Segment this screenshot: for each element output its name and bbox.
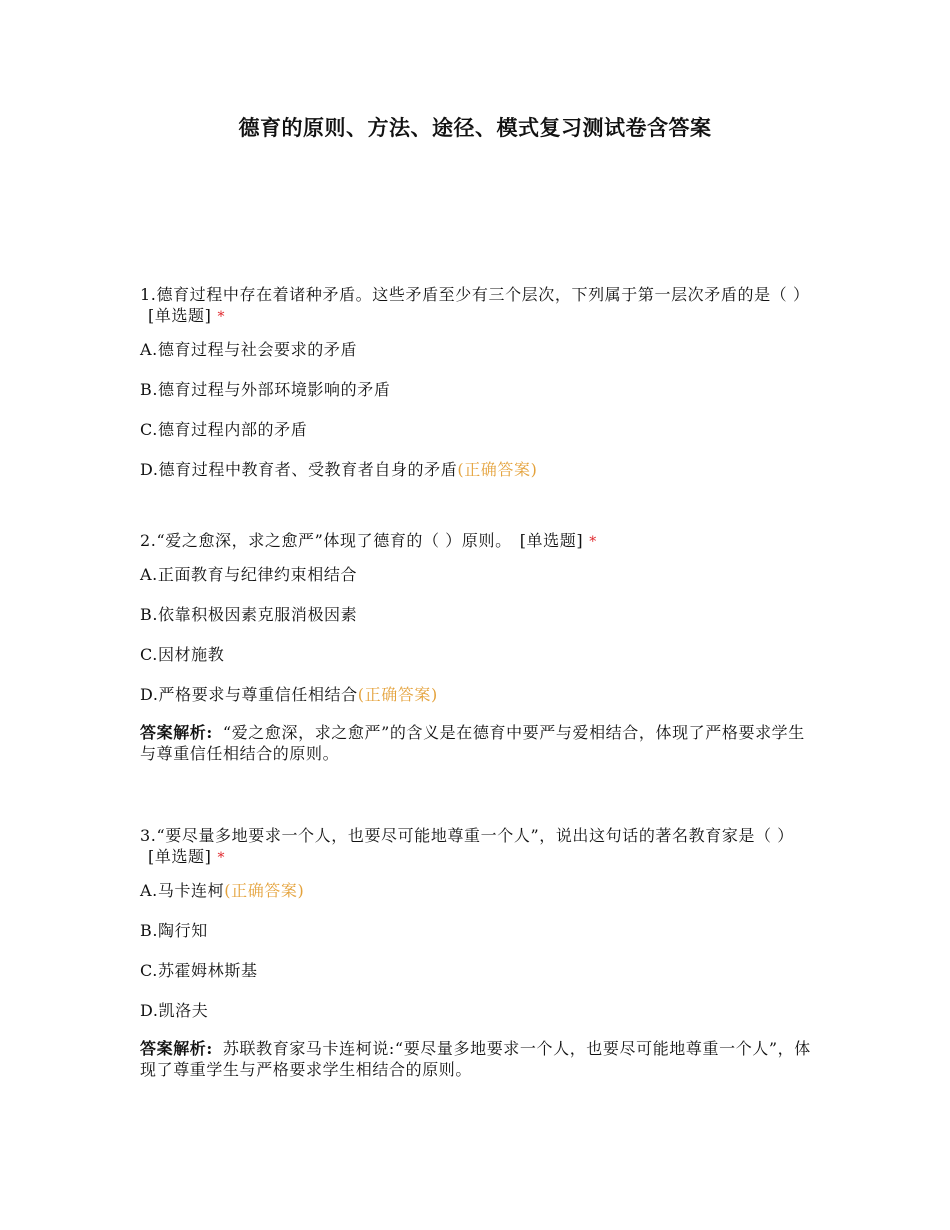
question-stem — [140, 530, 812, 553]
question-type: [单选题] — [148, 847, 212, 866]
required-star: * — [217, 309, 226, 325]
answer-analysis — [140, 722, 812, 764]
analysis-label: 答案解析: — [140, 1039, 213, 1058]
question-text: 3.“要尽量多地要求一个人，也要尽可能地尊重一个人”，说出这句话的著名教育家是（ ） — [140, 826, 794, 845]
page-title: 德育的原则、方法、途径、模式复习测试卷含答案 — [238, 115, 712, 140]
analysis-text: 苏联教育家马卡连柯说:“要尽量多地要求一个人，也要尽可能地尊重一个人”，体现了尊重学生与严格要求学生相结合的原则。 — [140, 1039, 811, 1079]
option-a: A.马卡连柯(正确答案) — [140, 881, 305, 900]
question-text: 2.“爱之愈深，求之愈严”体现了德育的（ ）原则。 — [140, 531, 512, 550]
question-type: [单选题] — [519, 531, 584, 550]
option-b: B.德育过程与外部环境影响的矛盾 — [140, 380, 391, 399]
question-stem — [140, 284, 812, 328]
correct-answer-marker: (正确答案) — [457, 460, 538, 479]
question-3 — [140, 825, 812, 1080]
answer-analysis — [140, 1038, 812, 1080]
analysis-text: “爱之愈深，求之愈严”的含义是在德育中要严与爱相结合，体现了严格要求学生与尊重信任相结合的原则。 — [140, 723, 805, 763]
question-1 — [140, 284, 812, 499]
analysis-label: 答案解析: — [140, 723, 213, 742]
required-star: * — [589, 534, 597, 550]
option-b: B.陶行知 — [140, 921, 208, 940]
option-a: A.德育过程与社会要求的矛盾 — [140, 340, 358, 359]
question-text: 1.德育过程中存在着诸种矛盾。这些矛盾至少有三个层次，下列属于第一层次矛盾的是（ ） — [140, 285, 810, 304]
option-d: D.严格要求与尊重信任相结合(正确答案) — [140, 685, 438, 704]
option-c: C.德育过程内部的矛盾 — [140, 420, 308, 439]
option-c: C.苏霍姆林斯基 — [140, 961, 258, 980]
correct-answer-marker: (正确答案) — [224, 881, 305, 900]
question-type: [单选题] — [148, 306, 212, 325]
correct-answer-marker: (正确答案) — [357, 685, 438, 704]
question-stem — [140, 825, 812, 869]
question-2 — [140, 530, 812, 764]
option-d: D.德育过程中教育者、受教育者自身的矛盾(正确答案) — [140, 460, 538, 479]
option-a: A.正面教育与纪律约束相结合 — [140, 565, 358, 584]
option-d: D.凯洛夫 — [140, 1001, 209, 1020]
required-star: * — [217, 850, 226, 866]
option-c: C.因材施教 — [140, 645, 225, 664]
option-b: B.依靠积极因素克服消极因素 — [140, 605, 358, 624]
